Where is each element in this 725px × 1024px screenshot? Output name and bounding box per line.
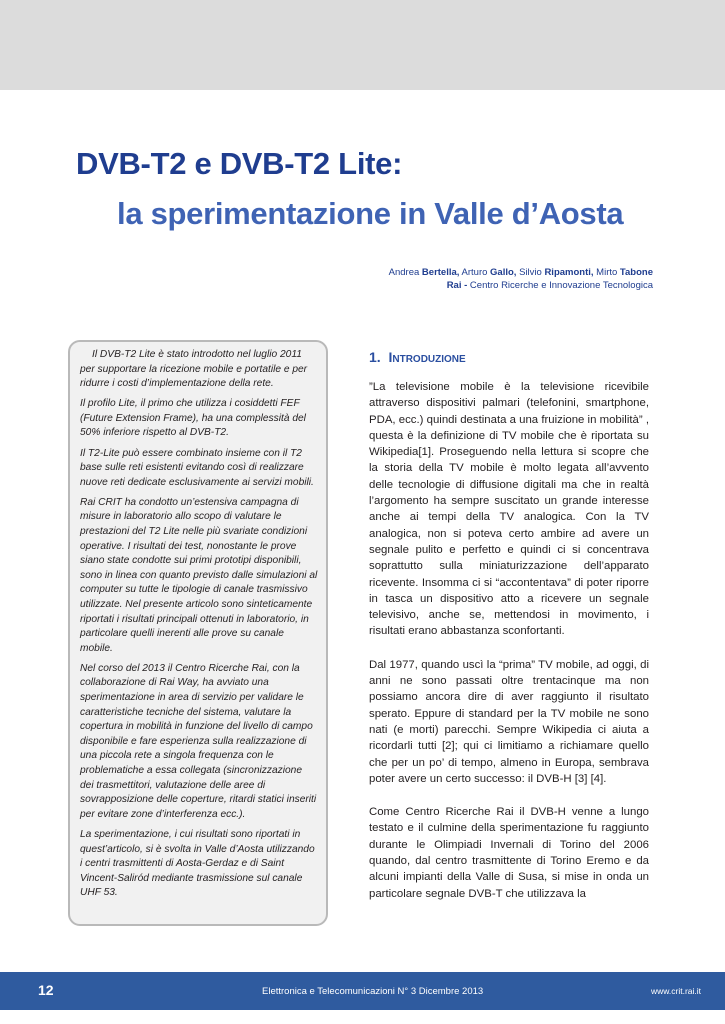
header-band [0, 0, 725, 90]
author-names [389, 266, 653, 279]
abstract-paragraph: La sperimentazione, i cui risultati sono riportati in quest’articolo, si è svolta in Valle d’Aosta utilizzando i centri trasmittenti di Aosta-Gerdaz e di Saint Vincent-Saliród mediante trasmissione sul canale UHF 53. [80, 828, 315, 899]
author-last-name: Bertella, [421, 267, 460, 278]
author-last-name: Ripamonti, [544, 267, 594, 278]
section-title: Introduzione [388, 349, 466, 365]
abstract-box [68, 340, 328, 926]
affiliation-org: Rai - [446, 280, 468, 291]
body-column [369, 349, 649, 919]
author-first-name: Andrea [388, 267, 422, 278]
author-first-name: Mirto [593, 267, 620, 278]
author-last-name: Tabone [619, 267, 653, 278]
author-affiliation [389, 279, 653, 292]
author-block [389, 266, 653, 292]
body-paragraph: Come Centro Ricerche Rai il DVB-H venne a lungo testato e il culmine della sperimentazione fu raggiunto durante le Olimpiadi Invernali di Torino del 2006 quando, dal centro trasmittente di Torino Eremo e da alcuni impianti della Valle di Susa, si mise in onda un particolare segnale DVB-T che utilizzava la [369, 806, 649, 900]
abstract-paragraph: Il DVB-T2 Lite è stato introdotto nel luglio 2011 per supportare la ricezione mobile e portatile e per ridurre i costi d’implementazione della rete. [80, 349, 308, 390]
article-title-line2: la sperimentazione in Valle d’Aosta [117, 196, 624, 231]
section-heading [369, 349, 649, 365]
abstract-paragraph: Il profilo Lite, il primo che utilizza i cosiddetti FEF (Future Extension Frame), ha una complessità del 50% inferiore rispetto al DVB-T2. [80, 398, 306, 439]
page-number: 12 [38, 982, 54, 998]
author-first-name: Silvio [516, 267, 545, 278]
author-first-name: Arturo [459, 267, 491, 278]
author-last-name: Gallo, [490, 267, 517, 278]
abstract-paragraph: Il T2-Lite può essere combinato insieme con il T2 base sulle reti esistenti evitando così di realizzare nuove reti dedicate esclusivamente ai servizi mobili. [80, 447, 314, 488]
abstract-paragraph: Rai CRIT ha condotto un’estensiva campagna di misure in laboratorio allo scopo di valutare le prestazioni del T2 Lite nelle più svariate condizioni operative. I risultati dei test, nonostante le prove siano state condotte sui primi prototipi disponibili, sono in linea con quanto previsto dalle simulazioni al computer su tutte le tipologie di canale trasmissivo utilizzate. Nel presente articolo sono sinteticamente riportati i risultati principali ottenuti in laboratorio, in particolare quelli inerenti alle prove su canale mobile. [80, 496, 318, 654]
journal-info: Elettronica e Telecomunicazioni N° 3 Dicembre 2013 [262, 986, 484, 997]
website-link[interactable]: www.crit.rai.it [650, 986, 701, 996]
affiliation-name: Centro Ricerche e Innovazione Tecnologica [467, 280, 653, 291]
section-number: 1. [369, 349, 381, 365]
body-paragraph: ”La televisione mobile è la televisione ricevibile attraverso dispositivi palmari (telefonini, smartphone, PDA, ecc.) quindi destinata a una fruizione in mobilità” , questa è la definizione di TV mobile che è riportata su Wikipedia[1]. Proseguendo nella lettura si scopre che la storia della TV mobile è molto legata all’avvento delle tecnologie di diffusione digitali ma che in realtà l’argomento ha sempre suscitato un grande interesse anche ai tempi della TV analogica. Con la TV analogica, non si poteva certo ambire ad avere un segnale pulito e perfetto e quindi ci si concentrava soprattutto sulla miniaturizzazione dell’apparato ricevente. Insomma ci si “accontentava” di poter riporre in tasca un dispositivo atto a ricevere un segnale televisivo, anche se, mettendosi in movimento, i risultati erano abbastanza sconfortanti. [369, 381, 649, 638]
body-paragraph: Dal 1977, quando uscì la “prima” TV mobile, ad oggi, di anni ne sono passati oltre trentacinque ma non possiamo ancora dire di aver raggiunto il risultato sperato. Eppure di standard per la TV mobile ne sono nati (e morti) parecchi. Sempre Wikipedia ci aiuta a ricordarli tutti [2]; qui ci limitiamo a richiamare quello che per un po’ di tempo, almeno in Europa, sembrava poter avere un certo successo: il DVB-H [3] [4]. [369, 658, 649, 785]
article-title-line1: DVB-T2 e DVB-T2 Lite: [76, 146, 403, 181]
abstract-paragraph: Nel corso del 2013 il Centro Ricerche Rai, con la collaborazione di Rai Way, ha avviato una sperimentazione in area di servizio per validare le caratteristiche tecniche del sistema, valutare la copertura in mobilità in funzione del livello di campo disponibile e fare esperienza sulla realizzazione di una piccola rete a singola frequenza con le problematiche a essa collegata (sincronizzazione dei trasmettitori, valutazione delle aree di sovrapposizione delle coperture, ritardi statici inseriti per evitare zone d’interferenza ecc.). [80, 662, 317, 820]
